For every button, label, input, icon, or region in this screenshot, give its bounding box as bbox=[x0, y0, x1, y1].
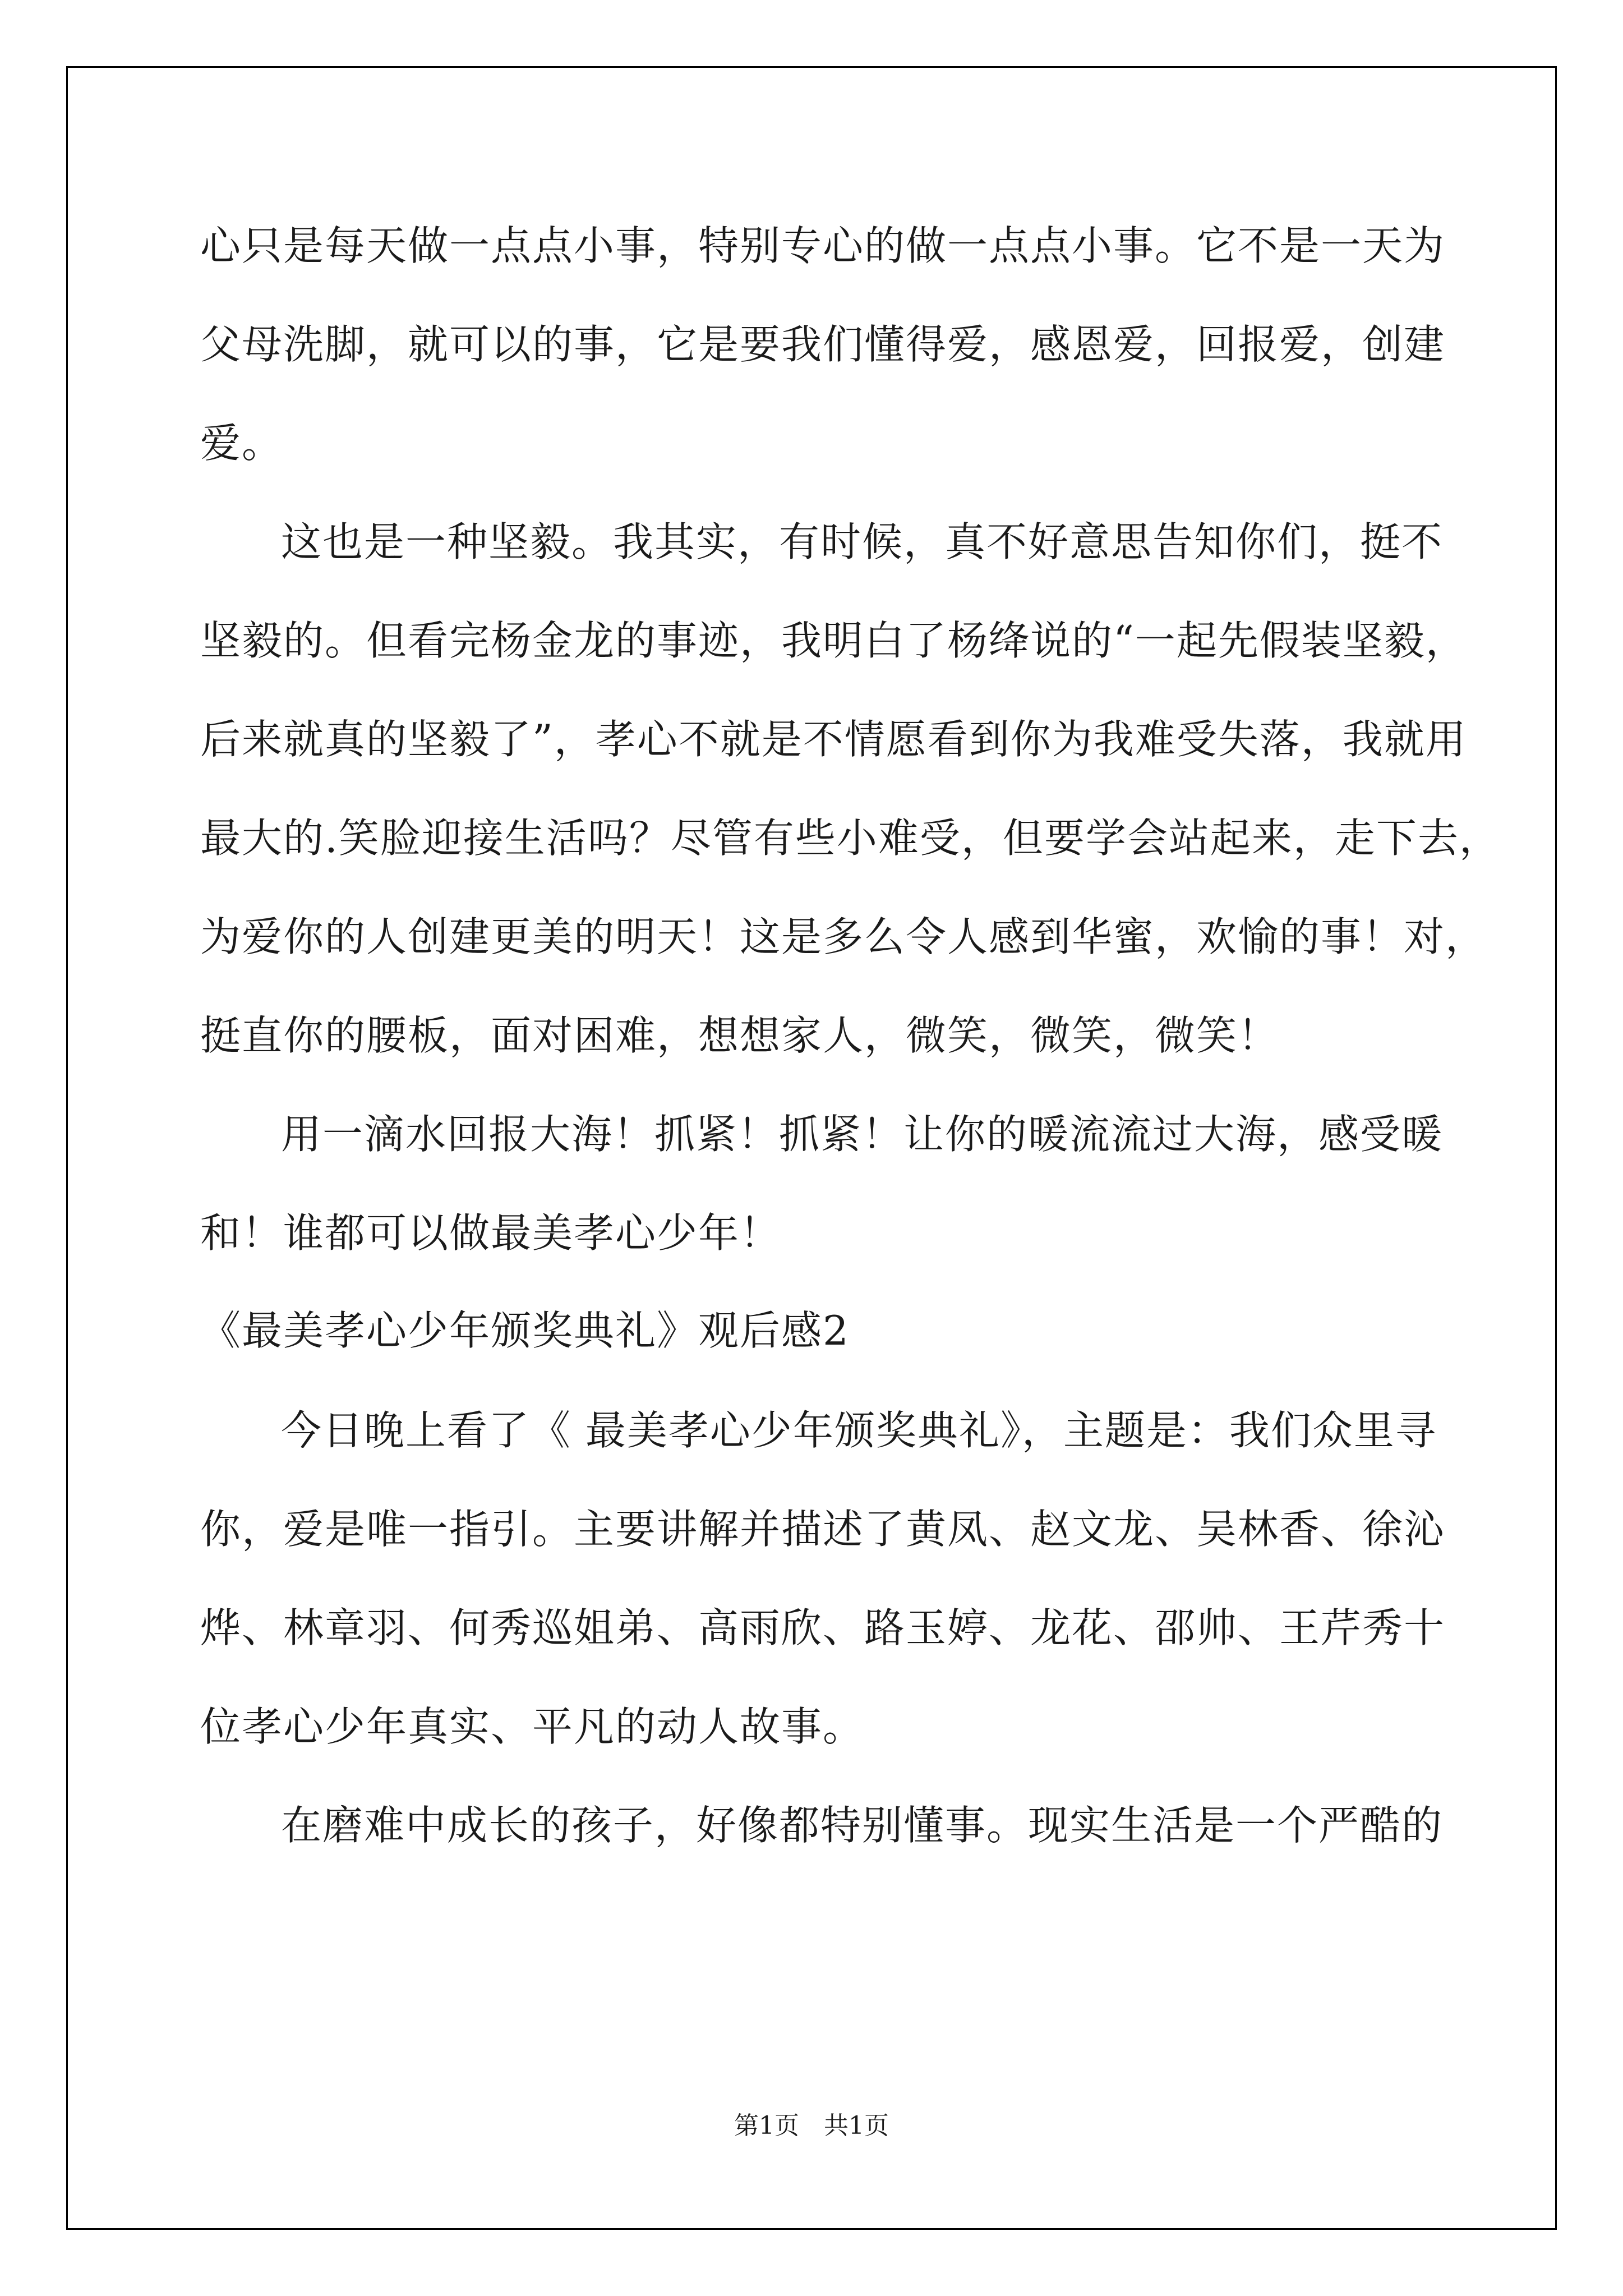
text-line: 你，爱是唯一指引。主要讲解并描述了黄凤、赵文龙、吴林香、徐沁 bbox=[200, 1506, 1446, 1553]
text-line: 烨、林章羽、何秀巡姐弟、高雨欣、路玉婷、龙花、邵帅、王芹秀十 bbox=[200, 1604, 1446, 1651]
text-line: 位孝心少年真实、平凡的动人故事。 bbox=[200, 1703, 865, 1750]
paragraph-start-line: 用一滴水回报大海！抓紧！抓紧！让你的暖流流过大海，感受暖 bbox=[281, 1111, 1444, 1158]
text-line: 父母洗脚，就可以的事，它是要我们懂得爱，感恩爱，回报爱，创建 bbox=[200, 321, 1446, 368]
section-heading: 《最美孝心少年颁奖典礼》观后感2 bbox=[200, 1307, 850, 1354]
text-line: 为爱你的人创建更美的明天！这是多么令人感到华蜜，欢愉的事！对， bbox=[200, 913, 1487, 960]
paragraph-start-line: 在磨难中成长的孩子，好像都特别懂事。现实生活是一个严酷的 bbox=[281, 1802, 1444, 1849]
text-line: 和！谁都可以做最美孝心少年！ bbox=[200, 1209, 782, 1257]
text-line: 后来就真的坚毅了”，孝心不就是不情愿看到你为我难受失落，我就用 bbox=[200, 716, 1467, 763]
paragraph-start-line: 今日晚上看了《 最美孝心少年颁奖典礼》，主题是：我们众里寻 bbox=[281, 1407, 1437, 1454]
text-line: 挺直你的腰板，面对困难，想想家人，微笑，微笑，微笑！ bbox=[200, 1012, 1280, 1059]
paragraph-start-line: 这也是一种坚毅。我其实，有时候，真不好意思告知你们，挺不 bbox=[281, 518, 1444, 565]
page-number-footer: 第1页 共1页 bbox=[734, 2111, 889, 2140]
text-line: 最大的.笑脸迎接生活吗？尽管有些小难受，但要学会站起来，走下去， bbox=[200, 815, 1501, 862]
text-line: 心只是每天做一点点小事，特别专心的做一点点小事。它不是一天为 bbox=[200, 222, 1446, 269]
text-line: 爱。 bbox=[200, 420, 284, 467]
text-line: 坚毅的。但看完杨金龙的事迹，我明白了杨绛说的“一起先假装坚毅， bbox=[200, 617, 1467, 664]
